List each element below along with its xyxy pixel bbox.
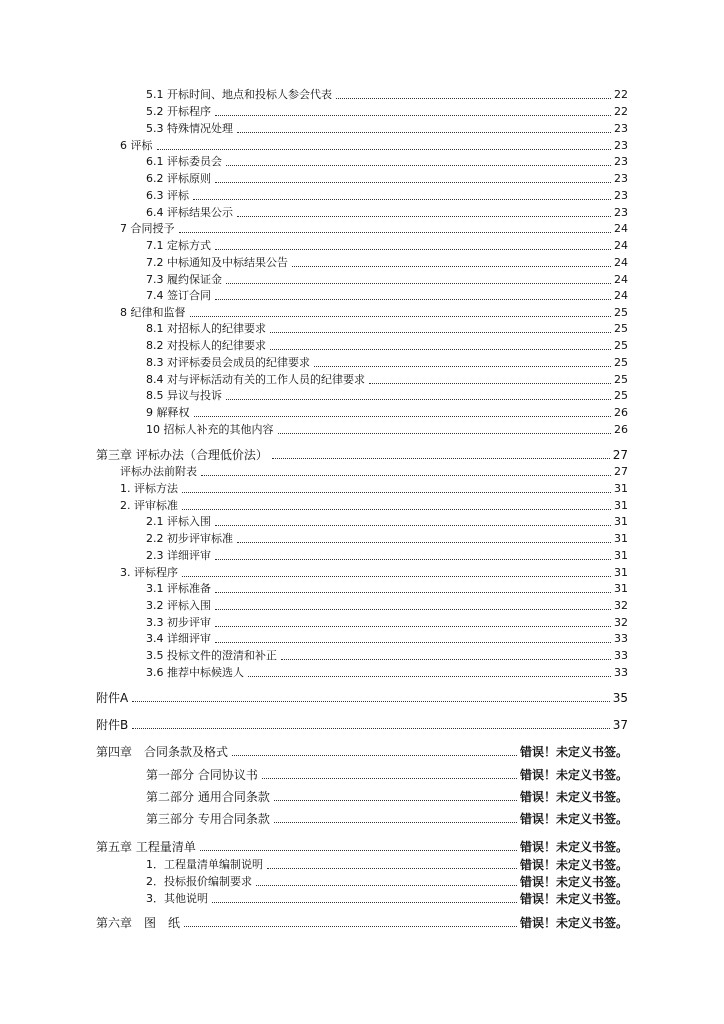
toc-entry[interactable] xyxy=(146,421,628,437)
toc-entry-page: 37 xyxy=(612,718,628,732)
toc-chapter[interactable] xyxy=(96,838,628,854)
toc-entry-label: 第一部分 合同协议书 xyxy=(146,768,258,782)
toc-entry-label: 3．其他说明 xyxy=(146,892,208,905)
toc-entry-label: 2.2 初步评审标准 xyxy=(146,532,233,545)
toc-chapter[interactable] xyxy=(96,914,628,930)
toc-entry[interactable] xyxy=(146,204,628,220)
leader-dots xyxy=(201,474,611,476)
leader-dots xyxy=(226,282,611,284)
leader-dots xyxy=(215,181,611,183)
toc-entry[interactable] xyxy=(146,337,628,353)
toc-entry-page: 24 xyxy=(614,222,628,235)
toc-entry[interactable] xyxy=(120,564,628,580)
toc-entry-label: 3.1 评标准备 xyxy=(146,582,211,595)
toc-entry-label: 1．工程量清单编制说明 xyxy=(146,858,263,871)
toc-entry[interactable] xyxy=(146,597,628,613)
toc-entry[interactable] xyxy=(146,187,628,203)
toc-chapter[interactable] xyxy=(96,446,628,462)
toc-entry-page: 24 xyxy=(614,273,628,286)
toc-entry-page: 22 xyxy=(614,105,628,118)
toc-entry-page: 23 xyxy=(614,189,628,202)
toc-entry-label: 第四章 合同条款及格式 xyxy=(96,745,229,759)
toc-entry-page: 错误！未定义书签。 xyxy=(519,875,628,889)
leader-dots xyxy=(132,727,609,729)
toc-entry-label: 第五章 工程量清单 xyxy=(96,840,196,854)
toc-entry-label: 5.2 开标程序 xyxy=(146,105,211,118)
toc-entry-label: 8.2 对投标人的纪律要求 xyxy=(146,339,266,352)
toc-entry-page: 31 xyxy=(614,499,628,512)
toc-entry-page: 23 xyxy=(614,139,628,152)
toc-entry-label: 7 合同授予 xyxy=(120,222,175,235)
toc-entry-page: 错误！未定义书签。 xyxy=(519,916,628,930)
toc-entry-label: 2.1 评标入围 xyxy=(146,515,211,528)
toc-entry-page: 33 xyxy=(614,666,628,679)
toc-entry-label: 3.6 推荐中标候选人 xyxy=(146,666,244,679)
toc-entry-page: 25 xyxy=(614,389,628,402)
toc-entry-page: 23 xyxy=(614,206,628,219)
toc-entry-page: 错误！未定义书签。 xyxy=(519,858,628,872)
toc-entry[interactable] xyxy=(146,614,628,630)
toc-entry[interactable] xyxy=(146,320,628,336)
toc-entry-page: 32 xyxy=(614,616,628,629)
toc-entry-page: 错误！未定义书签。 xyxy=(519,840,628,854)
leader-dots xyxy=(215,248,611,250)
toc-entry[interactable] xyxy=(146,630,628,646)
toc-entry-page: 27 xyxy=(612,448,628,462)
leader-dots xyxy=(237,215,611,217)
toc-entry-label: 8.3 对评标委员会成员的纪律要求 xyxy=(146,356,310,369)
toc-entry[interactable] xyxy=(146,254,628,270)
toc-entry-label: 7.3 履约保证金 xyxy=(146,273,222,286)
toc-entry-label: 6.3 评标 xyxy=(146,189,189,202)
toc-entry-page: 33 xyxy=(614,632,628,645)
leader-dots xyxy=(272,457,610,459)
leader-dots xyxy=(274,821,517,823)
leader-dots xyxy=(215,298,611,300)
leader-dots xyxy=(215,641,611,643)
leader-dots xyxy=(278,432,612,434)
toc-entry-page: 错误！未定义书签。 xyxy=(519,790,628,804)
toc-entry[interactable] xyxy=(146,647,628,663)
toc-entry-page: 错误！未定义书签。 xyxy=(519,892,628,906)
leader-dots xyxy=(215,524,611,526)
leader-dots xyxy=(212,901,517,903)
toc-entry[interactable] xyxy=(120,463,628,479)
toc-entry[interactable] xyxy=(120,137,628,153)
toc-entry-label: 8 纪律和监督 xyxy=(120,306,186,319)
leader-dots xyxy=(281,658,611,660)
toc-entry[interactable] xyxy=(146,86,628,102)
toc-entry-page: 25 xyxy=(614,322,628,335)
leader-dots xyxy=(274,799,517,801)
toc-entry-page: 31 xyxy=(614,582,628,595)
toc-entry[interactable] xyxy=(146,404,628,420)
toc-entry[interactable] xyxy=(146,547,628,563)
toc-entry[interactable] xyxy=(146,664,628,680)
toc-chapter[interactable] xyxy=(96,743,628,759)
leader-dots xyxy=(182,491,611,493)
toc-entry-label: 2. 评审标准 xyxy=(120,499,178,512)
toc-entry[interactable] xyxy=(146,354,628,370)
toc-entry-page: 24 xyxy=(614,289,628,302)
leader-dots xyxy=(193,198,611,200)
toc-chapter[interactable] xyxy=(96,689,628,705)
toc-entry-label: 第三章 评标办法（合理低价法） xyxy=(96,448,268,462)
leader-dots xyxy=(237,541,611,543)
toc-entry[interactable] xyxy=(146,788,628,804)
leader-dots xyxy=(270,348,611,350)
toc-entry-label: 5.1 开标时间、地点和投标人参会代表 xyxy=(146,88,332,101)
leader-dots xyxy=(267,867,517,869)
toc-entry-page: 31 xyxy=(614,482,628,495)
toc-entry-label: 1. 评标方法 xyxy=(120,482,178,495)
leader-dots xyxy=(215,625,611,627)
leader-dots xyxy=(190,315,612,317)
leader-dots xyxy=(336,97,611,99)
toc-entry-label: 3.4 详细评审 xyxy=(146,632,211,645)
toc-entry[interactable] xyxy=(120,497,628,513)
toc-entry-label: 3. 评标程序 xyxy=(120,566,178,579)
toc-entry[interactable] xyxy=(120,304,628,320)
leader-dots xyxy=(270,331,611,333)
leader-dots xyxy=(157,148,612,150)
toc-entry-label: 8.1 对招标人的纪律要求 xyxy=(146,322,266,335)
leader-dots xyxy=(256,884,517,886)
toc-entry[interactable] xyxy=(146,103,628,119)
toc-entry-page: 24 xyxy=(614,239,628,252)
toc-entry-label: 3.2 评标入围 xyxy=(146,599,211,612)
leader-dots xyxy=(215,608,611,610)
toc-entry-page: 25 xyxy=(614,339,628,352)
toc-entry-page: 26 xyxy=(614,406,628,419)
toc-entry-page: 24 xyxy=(614,256,628,269)
toc-entry-label: 2.3 详细评审 xyxy=(146,549,211,562)
toc-entry-page: 35 xyxy=(612,691,628,705)
leader-dots xyxy=(215,591,611,593)
toc-entry-label: 7.2 中标通知及中标结果公告 xyxy=(146,256,288,269)
toc-entry-page: 错误！未定义书签。 xyxy=(519,768,628,782)
toc-entry-page: 27 xyxy=(614,465,628,478)
toc-entry[interactable] xyxy=(146,580,628,596)
toc-entry[interactable] xyxy=(146,120,628,136)
toc-entry-label: 第二部分 通用合同条款 xyxy=(146,790,270,804)
leader-dots xyxy=(226,164,611,166)
toc-entry-page: 25 xyxy=(614,373,628,386)
toc-entry-page: 23 xyxy=(614,155,628,168)
toc-entry-page: 25 xyxy=(614,356,628,369)
toc-entry-page: 31 xyxy=(614,566,628,579)
toc-entry[interactable] xyxy=(146,271,628,287)
toc-entry-page: 错误！未定义书签。 xyxy=(519,812,628,826)
toc-entry[interactable] xyxy=(146,170,628,186)
toc-entry-page: 26 xyxy=(614,423,628,436)
leader-dots xyxy=(215,114,611,116)
leader-dots xyxy=(237,131,611,133)
toc-entry[interactable] xyxy=(146,387,628,403)
toc-entry-label: 8.4 对与评标活动有关的工作人员的纪律要求 xyxy=(146,373,365,386)
toc-entry-label: 8.5 异议与投诉 xyxy=(146,389,222,402)
toc-entry[interactable] xyxy=(120,220,628,236)
leader-dots xyxy=(182,508,611,510)
leader-dots xyxy=(369,382,611,384)
toc-entry-page: 31 xyxy=(614,515,628,528)
leader-dots xyxy=(179,231,612,233)
toc-entry-label: 第六章 图 纸 xyxy=(96,916,181,930)
toc-entry-label: 3.5 投标文件的澄清和补正 xyxy=(146,649,277,662)
toc-entry[interactable] xyxy=(146,237,628,253)
toc-entry[interactable] xyxy=(120,480,628,496)
toc-entry-label: 3.3 初步评审 xyxy=(146,616,211,629)
toc-entry-label: 7.4 签订合同 xyxy=(146,289,211,302)
leader-dots xyxy=(292,265,611,267)
toc-entry-page: 32 xyxy=(614,599,628,612)
toc-entry[interactable] xyxy=(146,530,628,546)
toc-entry[interactable] xyxy=(146,766,628,782)
toc-entry-label: 第三部分 专用合同条款 xyxy=(146,812,270,826)
toc-entry[interactable] xyxy=(146,287,628,303)
toc-entry-label: 7.1 定标方式 xyxy=(146,239,211,252)
toc-entry-page: 23 xyxy=(614,172,628,185)
toc-entry-page: 31 xyxy=(614,549,628,562)
toc-entry[interactable] xyxy=(146,153,628,169)
toc-entry[interactable] xyxy=(146,810,628,826)
leader-dots xyxy=(314,365,611,367)
toc-entry[interactable] xyxy=(146,856,628,872)
toc-entry[interactable] xyxy=(146,873,628,889)
toc-entry-label: 6 评标 xyxy=(120,139,153,152)
toc-entry-label: 6.1 评标委员会 xyxy=(146,155,222,168)
toc-entry-label: 10 招标人补充的其他内容 xyxy=(146,423,274,436)
leader-dots xyxy=(194,415,612,417)
leader-dots xyxy=(226,398,611,400)
toc-entry-label: 附件A xyxy=(96,691,129,705)
leader-dots xyxy=(132,700,610,702)
toc-entry-page: 错误！未定义书签。 xyxy=(519,745,628,759)
toc-entry-page: 23 xyxy=(614,122,628,135)
leader-dots xyxy=(182,575,611,577)
toc-entry-page: 33 xyxy=(614,649,628,662)
toc-entry-page: 25 xyxy=(614,306,628,319)
leader-dots xyxy=(262,777,517,779)
toc-entry-label: 9 解释权 xyxy=(146,406,190,419)
toc-entry[interactable] xyxy=(146,371,628,387)
toc-entry-label: 5.3 特殊情况处理 xyxy=(146,122,233,135)
toc-chapter[interactable] xyxy=(96,716,628,732)
leader-dots xyxy=(248,675,611,677)
toc-entry-label: 6.2 评标原则 xyxy=(146,172,211,185)
leader-dots xyxy=(215,558,611,560)
leader-dots xyxy=(184,925,517,927)
toc-entry-label: 评标办法前附表 xyxy=(120,465,197,478)
toc-entry[interactable] xyxy=(146,890,628,906)
toc-entry-label: 附件B xyxy=(96,718,129,732)
toc-entry[interactable] xyxy=(146,513,628,529)
leader-dots xyxy=(232,754,517,756)
toc-entry-page: 22 xyxy=(614,88,628,101)
toc-entry-page: 31 xyxy=(614,532,628,545)
toc-entry-label: 2．投标报价编制要求 xyxy=(146,875,252,888)
leader-dots xyxy=(200,849,517,851)
toc-entry-label: 6.4 评标结果公示 xyxy=(146,206,233,219)
